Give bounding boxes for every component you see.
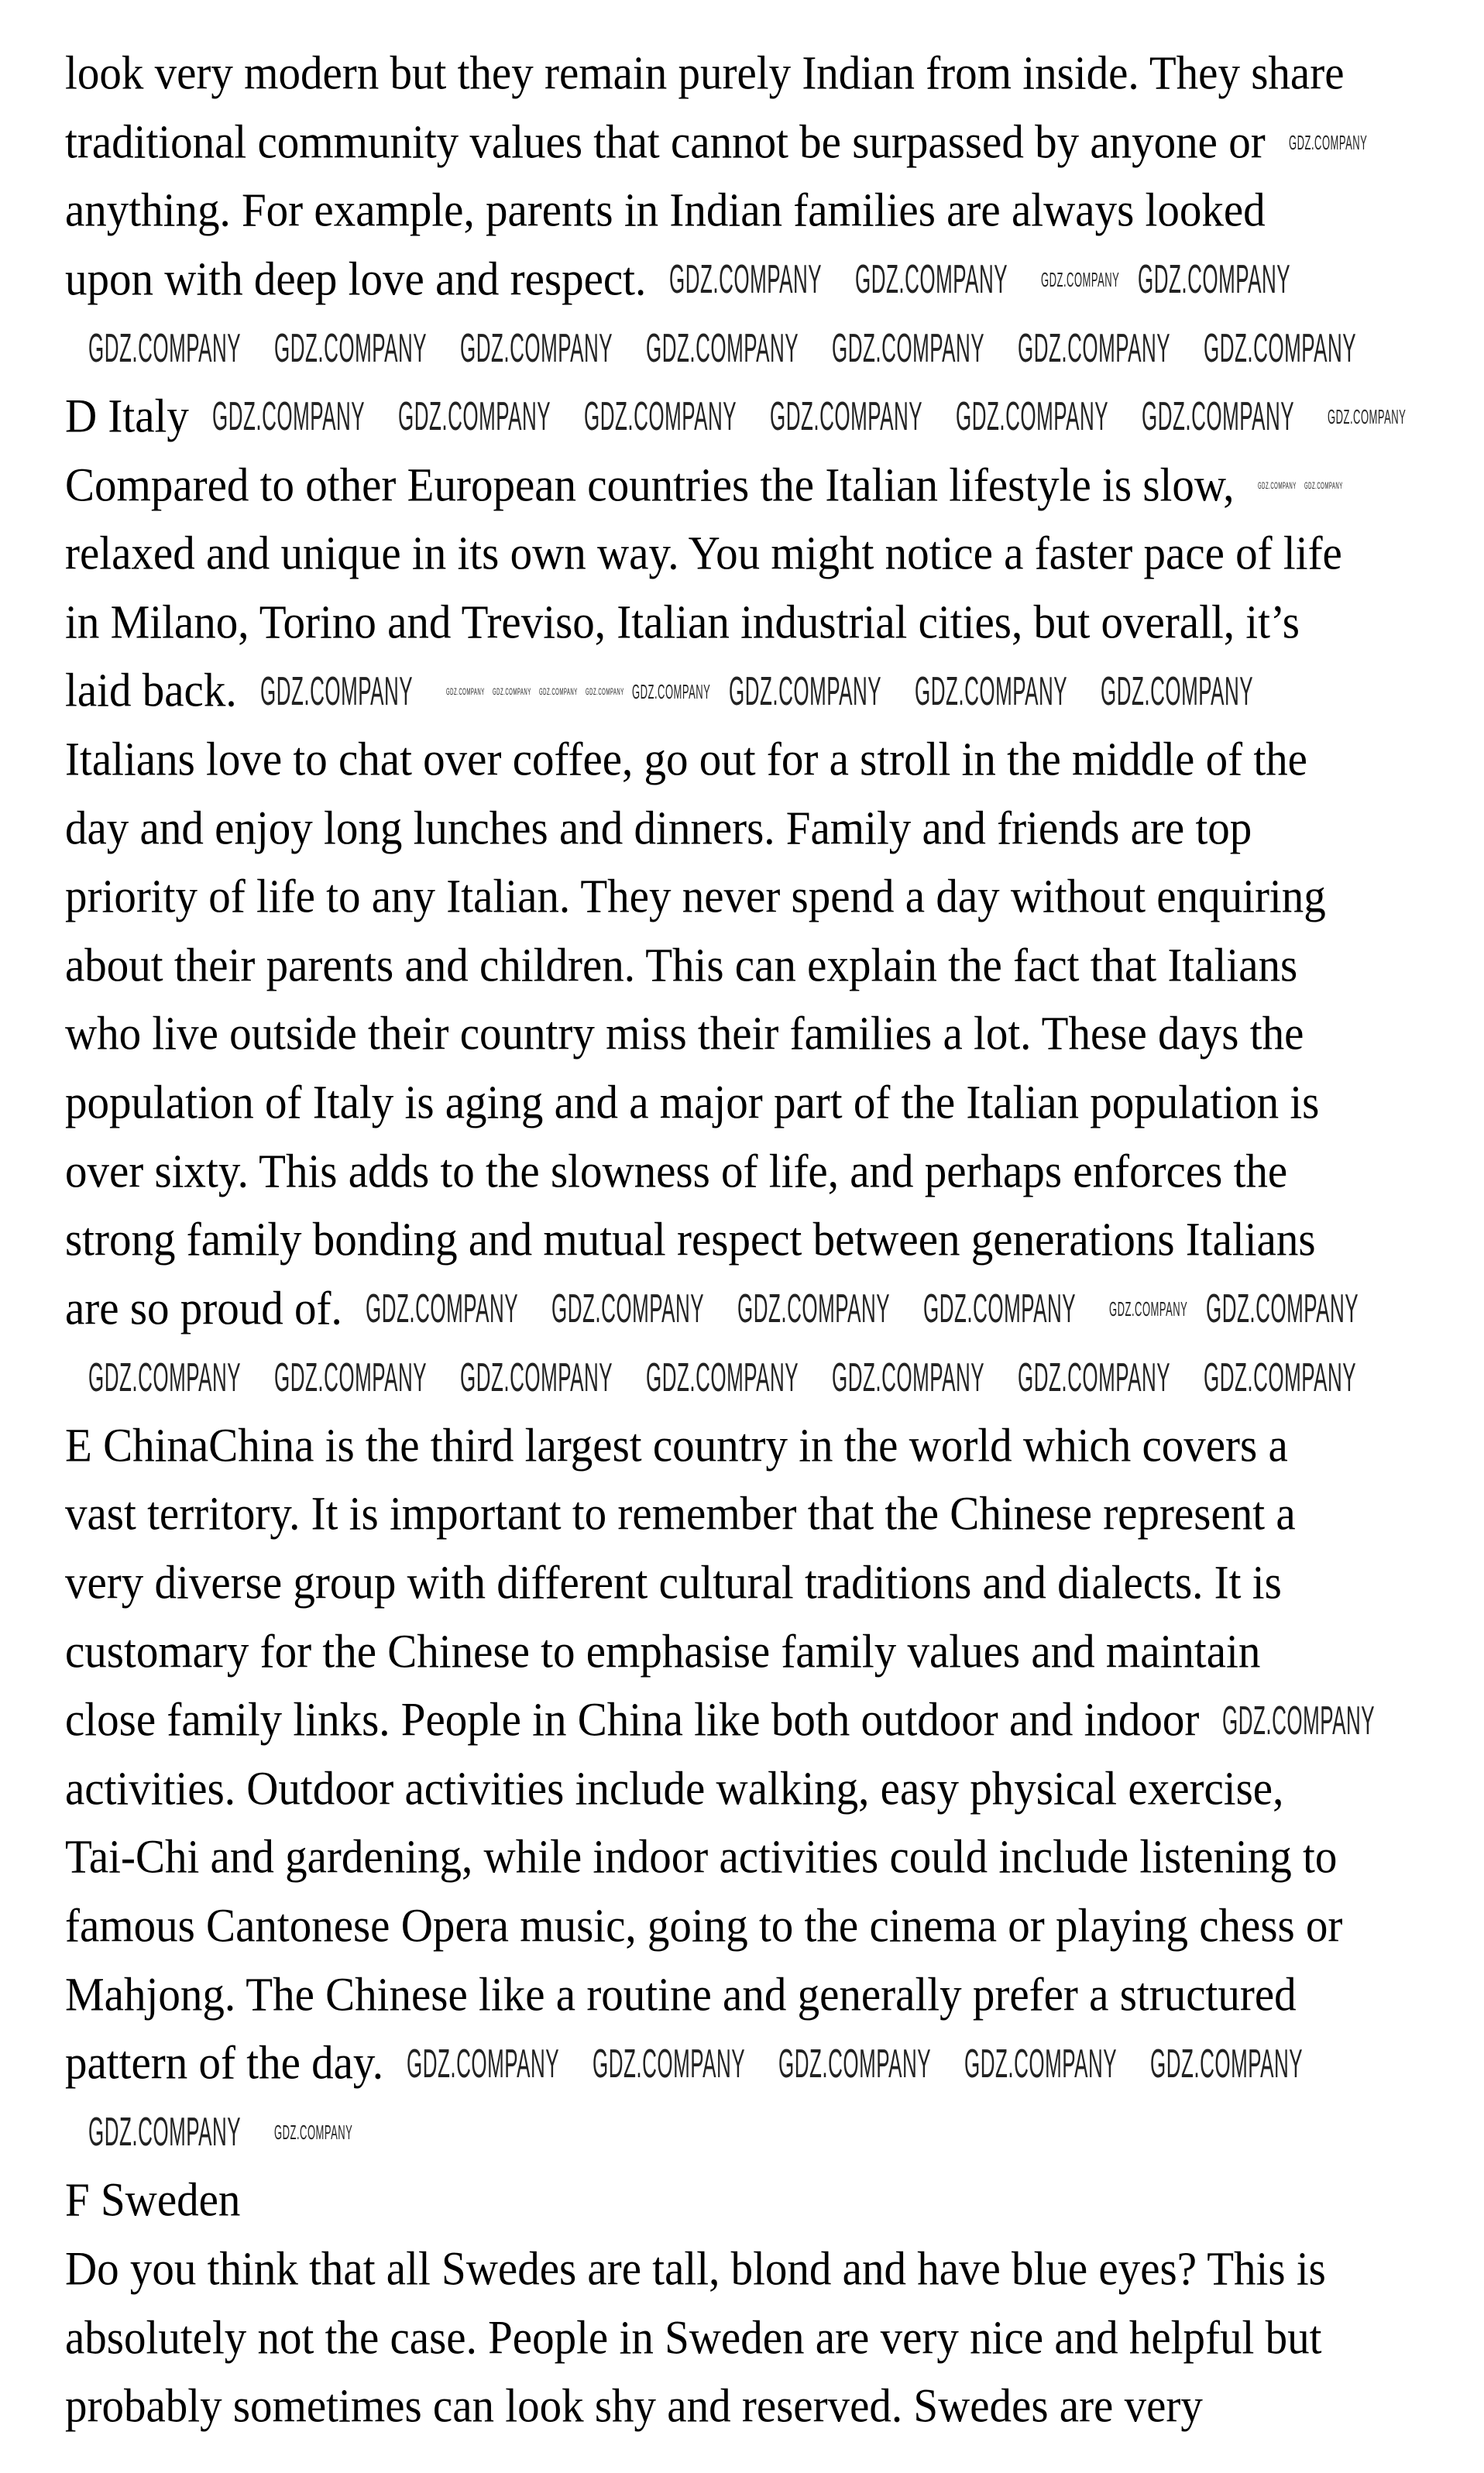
paragraph-line-text: vast territory. It is important to remember that the Chinese represent a: [65, 1487, 1296, 1540]
paragraph-line: [65, 2029, 1459, 2098]
watermark-slot: [446, 668, 493, 715]
paragraph-line-text: are so proud of.: [65, 1282, 342, 1335]
paragraph-line-text: strong family bonding and mutual respect between generations Italians: [65, 1213, 1316, 1266]
watermark-slot: [551, 1286, 737, 1332]
watermark: GDZ.COMPANY: [769, 394, 923, 440]
paragraph-line-text: day and enjoy long lunches and dinners. Family and friends are top: [65, 801, 1252, 854]
watermark: GDZ.COMPANY: [274, 325, 428, 371]
watermark: GDZ.COMPANY: [365, 1286, 518, 1331]
section-heading-text: F Sweden: [65, 2173, 241, 2227]
paragraph-line-text: anything. For example, parents in Indian families are always looked: [65, 184, 1266, 237]
watermark: GDZ.COMPANY: [592, 2041, 746, 2087]
watermark-slot: [1142, 393, 1328, 440]
watermark-slot: [770, 393, 956, 440]
paragraph-line-text: about their parents and children. This can explain the fact that Italians: [65, 939, 1298, 992]
paragraph-line: [65, 1480, 1459, 1549]
paragraph-line: [65, 1000, 1459, 1069]
paragraph-line: [65, 589, 1459, 658]
blank-line: [65, 2098, 1459, 2167]
watermark: GDZ.COMPANY: [1257, 479, 1297, 491]
paragraph-line-text: over sixty. This adds to the slowness of life, and perhaps enforces the: [65, 1144, 1288, 1197]
watermark: GDZ.COMPANY: [551, 1286, 704, 1331]
watermark: GDZ.COMPANY: [88, 1355, 242, 1400]
paragraph-line: [65, 2304, 1459, 2373]
paragraph-line-text: absolutely not the case. People in Sweden are very nice and helpful but: [65, 2311, 1322, 2365]
watermark-slot: [646, 1355, 832, 1401]
watermark-slot: [832, 325, 1018, 372]
paragraph-line-text: who live outside their country miss their families a lot. These days the: [65, 1007, 1304, 1060]
watermark: GDZ.COMPANY: [211, 394, 366, 440]
watermark-slot: [964, 2041, 1150, 2087]
watermark-slot: [923, 1286, 1109, 1332]
watermark-slot: [1258, 462, 1304, 509]
watermark: GDZ.COMPANY: [737, 1286, 890, 1331]
watermark: GDZ.COMPANY: [922, 1286, 1076, 1331]
document-body: [65, 39, 1459, 2441]
paragraph-line: [65, 246, 1459, 314]
watermark: GDZ.COMPANY: [1018, 325, 1171, 371]
paragraph-line-text: priority of life to any Italian. They never spend a day without enquiring: [65, 870, 1326, 923]
watermark-slot: [1018, 1355, 1204, 1401]
watermark-slot: [1304, 462, 1351, 509]
watermark: GDZ.COMPANY: [1304, 479, 1343, 491]
watermark: GDZ.COMPANY: [669, 257, 823, 303]
watermark-slot: [212, 393, 398, 440]
watermark-slot: [88, 325, 274, 372]
watermark-slot: [1206, 1286, 1392, 1332]
watermark: GDZ.COMPANY: [406, 2041, 560, 2087]
blank-line: [65, 314, 1459, 383]
watermark-slot: [493, 668, 539, 715]
section-heading: [65, 2166, 1459, 2235]
watermark: GDZ.COMPANY: [397, 394, 551, 440]
paragraph-line-text: customary for the Chinese to emphasise family values and maintain: [65, 1625, 1261, 1678]
paragraph-line: [65, 795, 1459, 864]
watermark: GDZ.COMPANY: [445, 685, 485, 697]
paragraph-line: [65, 1549, 1459, 1618]
watermark: GDZ.COMPANY: [832, 325, 985, 371]
watermark: GDZ.COMPANY: [914, 668, 1067, 714]
watermark: GDZ.COMPANY: [646, 325, 799, 371]
watermark-slot: [832, 1355, 1018, 1401]
watermark-slot: [737, 1286, 923, 1332]
watermark-slot: [1150, 2041, 1336, 2087]
paragraph-line-text: Tai-Chi and gardening, while indoor activities could include listening to: [65, 1830, 1338, 1884]
watermark: GDZ.COMPANY: [631, 679, 710, 703]
paragraph-line: [65, 657, 1459, 726]
watermark: GDZ.COMPANY: [88, 2110, 242, 2155]
watermark-slot: [398, 393, 584, 440]
watermark-slot: [1222, 1698, 1408, 1744]
watermark: GDZ.COMPANY: [1041, 268, 1120, 292]
watermark: GDZ.COMPANY: [1018, 1355, 1171, 1400]
watermark-slot: [855, 256, 1041, 303]
paragraph-line-text: very diverse group with different cultural traditions and dialects. It is: [65, 1556, 1282, 1609]
paragraph-line-text: look very modern but they remain purely Indian from inside. They share: [65, 46, 1345, 100]
watermark-slot: [88, 2109, 274, 2155]
watermark-slot: [460, 1355, 646, 1401]
paragraph-line: [65, 1275, 1459, 1344]
paragraph-line-text: relaxed and unique in its own way. You might notice a faster pace of life: [65, 527, 1342, 580]
blank-line: [65, 1343, 1459, 1412]
watermark: GDZ.COMPANY: [832, 1355, 985, 1400]
watermark: GDZ.COMPANY: [964, 2041, 1118, 2087]
paragraph-line: [65, 520, 1459, 589]
watermark-slot: [915, 668, 1101, 715]
paragraph-line: [65, 1069, 1459, 1138]
watermark-slot: [956, 393, 1142, 440]
watermark: GDZ.COMPANY: [538, 685, 578, 697]
watermark: GDZ.COMPANY: [1327, 405, 1407, 429]
paragraph-line-text: activities. Outdoor activities include walking, easy physical exercise,: [65, 1762, 1284, 1815]
paragraph-line: [65, 1138, 1459, 1207]
paragraph-line: [65, 863, 1459, 932]
paragraph-line-text: famous Cantonese Opera music, going to the cinema or playing chess or: [65, 1899, 1343, 1953]
watermark: GDZ.COMPANY: [646, 1355, 799, 1400]
watermark: GDZ.COMPANY: [1108, 1297, 1188, 1321]
watermark-slot: [1328, 393, 1424, 440]
watermark-slot: [407, 2041, 593, 2087]
watermark-slot: [778, 2041, 964, 2087]
paragraph-line-text: in Milano, Torino and Treviso, Italian industrial cities, but overall, it’s: [65, 596, 1300, 649]
watermark: GDZ.COMPANY: [1204, 325, 1357, 371]
watermark: GDZ.COMPANY: [583, 394, 737, 440]
watermark-slot: [274, 1355, 460, 1401]
watermark-slot: [729, 668, 915, 715]
paragraph-line: [65, 1755, 1459, 1824]
watermark-slot: [584, 393, 770, 440]
paragraph-line-text: laid back.: [65, 664, 237, 717]
watermark: GDZ.COMPANY: [460, 325, 613, 371]
paragraph-line: [65, 2372, 1459, 2441]
watermark: GDZ.COMPANY: [259, 668, 413, 714]
paragraph-line: [65, 2235, 1459, 2304]
watermark: GDZ.COMPANY: [492, 685, 531, 697]
watermark-slot: [460, 325, 646, 372]
paragraph-line: [65, 39, 1459, 108]
paragraph-line-text: Do you think that all Swedes are tall, blond and have blue eyes? This is: [65, 2242, 1326, 2296]
watermark-slot: [539, 668, 586, 715]
paragraph-line: [65, 1686, 1459, 1755]
watermark-slot: [1041, 256, 1138, 303]
paragraph-line: [65, 108, 1459, 177]
watermark: GDZ.COMPANY: [778, 2041, 932, 2087]
watermark: GDZ.COMPANY: [585, 685, 624, 697]
paragraph-line: [65, 452, 1459, 520]
paragraph-line-text: E ChinaChina is the third largest country in the world which covers a: [65, 1419, 1288, 1472]
watermark-slot: [366, 1286, 551, 1332]
watermark-slot: [1204, 1355, 1390, 1401]
watermark: GDZ.COMPANY: [1149, 2041, 1304, 2087]
watermark: GDZ.COMPANY: [274, 2121, 353, 2145]
watermark-slot: [274, 2109, 371, 2155]
paragraph-line-text: population of Italy is aging and a major part of the Italian population is: [65, 1076, 1320, 1129]
watermark: GDZ.COMPANY: [1222, 1698, 1376, 1743]
watermark-slot: [632, 668, 729, 715]
paragraph-line: [65, 726, 1459, 795]
watermark: GDZ.COMPANY: [1288, 130, 1368, 154]
paragraph-line: [65, 932, 1459, 1001]
watermark: GDZ.COMPANY: [1205, 1286, 1359, 1331]
watermark: GDZ.COMPANY: [1138, 257, 1291, 303]
watermark-slot: [1289, 119, 1386, 166]
watermark: GDZ.COMPANY: [855, 257, 1008, 303]
paragraph-line-text: upon with deep love and respect.: [65, 252, 647, 306]
watermark-slot: [260, 668, 446, 715]
paragraph-line-text: Compared to other European countries the Italian lifestyle is slow,: [65, 458, 1235, 512]
paragraph-line: [65, 1412, 1459, 1481]
watermark: GDZ.COMPANY: [955, 394, 1109, 440]
watermark-slot: [1101, 668, 1286, 715]
watermark: GDZ.COMPANY: [1141, 394, 1295, 440]
watermark-slot: [88, 1355, 274, 1401]
watermark-slot: [593, 2041, 778, 2087]
paragraph-line-text: traditional community values that cannot be surpassed by anyone or: [65, 115, 1266, 169]
watermark: GDZ.COMPANY: [1100, 668, 1253, 714]
watermark-slot: [1018, 325, 1204, 372]
paragraph-line: [65, 1823, 1459, 1892]
watermark: GDZ.COMPANY: [1204, 1355, 1357, 1400]
watermark: GDZ.COMPANY: [88, 325, 242, 371]
section-heading: [65, 383, 1459, 452]
paragraph-line-text: pattern of the day.: [65, 2036, 383, 2090]
watermark-slot: [586, 668, 632, 715]
paragraph-line-text: Mahjong. The Chinese like a routine and generally prefer a structured: [65, 1968, 1297, 2021]
paragraph-line: [65, 1618, 1459, 1687]
watermark: GDZ.COMPANY: [274, 1355, 428, 1400]
watermark-slot: [669, 256, 855, 303]
watermark-slot: [646, 325, 832, 372]
paragraph-line-text: Italians love to chat over coffee, go out for a stroll in the middle of the: [65, 733, 1307, 786]
watermark: GDZ.COMPANY: [460, 1355, 613, 1400]
paragraph-line: [65, 1892, 1459, 1961]
paragraph-line-text: probably sometimes can look shy and reserved. Swedes are very: [65, 2379, 1203, 2433]
paragraph-line-text: close family links. People in China like both outdoor and indoor: [65, 1693, 1200, 1747]
paragraph-line: [65, 1206, 1459, 1275]
watermark-slot: [274, 325, 460, 372]
paragraph-line: [65, 177, 1459, 246]
paragraph-line: [65, 1961, 1459, 2030]
section-heading-text: D Italy: [65, 390, 189, 443]
watermark-slot: [1109, 1286, 1206, 1332]
watermark-slot: [1138, 256, 1324, 303]
watermark-slot: [1204, 325, 1390, 372]
watermark: GDZ.COMPANY: [728, 668, 881, 714]
